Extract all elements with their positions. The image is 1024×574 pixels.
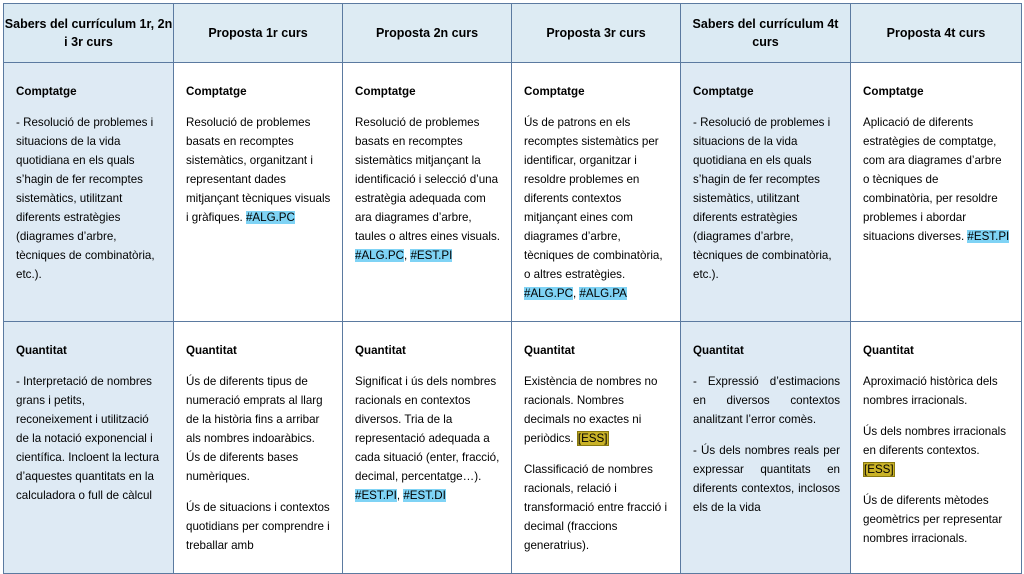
cell-text: - Resolució de problemes i situacions de la vida quotidiana en els quals s’hagin de fer recomptes sistemàtics, utilitzant diferents estratègies (diagrames d’arbre, tècniques de combinatòria, etc.).	[693, 116, 832, 281]
table-cell	[512, 322, 681, 574]
cell-text: Classificació de nombres racionals, relació i transformació entre fracció i decimal (fraccions generatrius).	[524, 463, 668, 552]
cell-text: Ús de situacions i contextos quotidians per comprendre i treballar amb	[186, 501, 330, 552]
header-saber-4: Sabers del currículum 4t curs	[681, 4, 851, 63]
competency-tag: #EST.PI	[355, 489, 397, 502]
cell-paragraph	[16, 113, 163, 284]
header-row	[4, 4, 1022, 63]
cell-text: Resolució de problemes basats en recomptes sistemàtics mitjançant la identificació i selecció d’una estratègia adequada com ara diagrames d’arbre, taules o altres eines visuals.	[355, 116, 500, 243]
header-proposta-3: Proposta 3r curs	[512, 4, 681, 63]
cell-paragraph	[524, 372, 670, 448]
cell-text: Significat i ús dels nombres racionals en contextos diversos. Tria de la representació adequada a cada situació (enter, fracció, decimal, percentatge…).	[355, 375, 500, 483]
header-saber-1-3: Sabers del currículum 1r, 2n i 3r curs	[4, 4, 174, 63]
competency-tag: #ALG.PC	[524, 287, 573, 300]
cell-title: Comptatge	[355, 85, 416, 98]
cell-paragraph	[16, 372, 163, 505]
tag-separator: ,	[396, 489, 404, 502]
ess-tag: [ESS]	[577, 432, 608, 445]
cell-title: Comptatge	[186, 85, 247, 98]
cell-paragraph	[693, 113, 840, 284]
cell-text: Ús de patrons en els recomptes sistemàtics per identificar, organitzar i resoldre problemes en diferents contextos mitjançant eines com diagrames d’arbre, tècniques de combinatòria, o altres estratègies.	[524, 116, 663, 281]
cell-text: Aplicació de diferents estratègies de comptatge, com ara diagrames d’arbre o tècniques de combinatòria, per resoldre problemes i abordar situacions diverses.	[863, 116, 1002, 243]
cell-title: Comptatge	[863, 85, 924, 98]
header-proposta-4: Proposta 4t curs	[851, 4, 1022, 63]
table-cell	[343, 322, 512, 574]
cell-title: Quantitat	[693, 344, 744, 357]
cell-paragraph	[863, 372, 1011, 410]
cell-paragraph	[863, 491, 1011, 548]
table-cell	[343, 63, 512, 322]
cell-text: - Resolució de problemes i situacions de la vida quotidiana en els quals s’hagin de fer recomptes sistemàtics, utilitzant diferents estratègies (diagrames d’arbre, tècniques de combinatòria, etc.).	[16, 116, 155, 281]
cell-paragraph	[863, 113, 1011, 246]
header-proposta-1: Proposta 1r curs	[174, 4, 343, 63]
cell-title: Comptatge	[524, 85, 585, 98]
row-comptatge	[4, 63, 1022, 322]
cell-paragraph	[524, 113, 670, 303]
cell-text: - Ús dels nombres reals per expressar quantitats en diferents contextos, inclosos els de la vida	[693, 444, 840, 514]
cell-text: - Interpretació de nombres grans i petits, reconeixement i utilització de la notació exponencial i científica. Incloent la lectura d’aquestes quantitats en la calculadora o full de càlcul	[16, 375, 160, 502]
cell-text: - Expressió d’estimacions en diversos contextos analitzant l’error comès.	[693, 375, 840, 426]
ess-tag: [ESS]	[864, 463, 894, 476]
cell-paragraph	[355, 372, 501, 505]
competency-tag: #EST.PI	[410, 249, 453, 262]
cell-paragraph	[186, 372, 332, 486]
table-cell	[851, 63, 1022, 322]
cell-paragraph	[693, 441, 840, 517]
table-cell	[681, 63, 851, 322]
cell-title: Quantitat	[355, 344, 406, 357]
tag-separator: ,	[403, 249, 411, 262]
cell-title: Quantitat	[524, 344, 575, 357]
cell-text: Existència de nombres no racionals. Nombres decimals no exactes ni periòdics.	[524, 375, 658, 445]
competency-tag: #ALG.PA	[579, 287, 627, 300]
competency-tag: #EST.PI	[967, 230, 1010, 243]
table-cell	[4, 63, 174, 322]
cell-paragraph	[693, 372, 840, 429]
tag-separator: ,	[572, 287, 580, 300]
header-proposta-2: Proposta 2n curs	[343, 4, 512, 63]
cell-paragraph	[524, 460, 670, 555]
cell-text: Ús dels nombres irracionals en diferents contextos.	[863, 425, 1007, 457]
cell-paragraph	[186, 113, 332, 227]
table-cell	[681, 322, 851, 574]
cell-title: Comptatge	[693, 85, 754, 98]
cell-paragraph	[355, 113, 501, 265]
competency-tag: #ALG.PC	[355, 249, 404, 262]
cell-title: Comptatge	[16, 85, 77, 98]
table-cell	[4, 322, 174, 574]
table-cell	[512, 63, 681, 322]
table-cell	[851, 322, 1022, 574]
cell-paragraph	[863, 422, 1011, 479]
row-quantitat	[4, 322, 1022, 574]
cell-text: Aproximació històrica dels nombres irracionals.	[863, 375, 998, 407]
competency-tag: #ALG.PC	[245, 211, 295, 224]
cell-title: Quantitat	[16, 344, 67, 357]
table-cell	[174, 322, 343, 574]
cell-text: Ús de diferents mètodes geomètrics per representar nombres irracionals.	[863, 494, 1003, 545]
table-cell	[174, 63, 343, 322]
curriculum-table	[3, 3, 1022, 574]
cell-title: Quantitat	[186, 344, 237, 357]
competency-tag: #EST.DI	[403, 489, 446, 502]
cell-text: Resolució de problemes basats en recomptes sistemàtics, organitzant i representant dades mitjançant tècniques visuals i gràfiques.	[186, 116, 331, 224]
cell-text: Ús de diferents tipus de numeració emprats al llarg de la història fins a arribar als nombres indoaràbics. Ús de diferents bases numèriques.	[186, 375, 323, 483]
cell-paragraph	[186, 498, 332, 555]
cell-title: Quantitat	[863, 344, 914, 357]
